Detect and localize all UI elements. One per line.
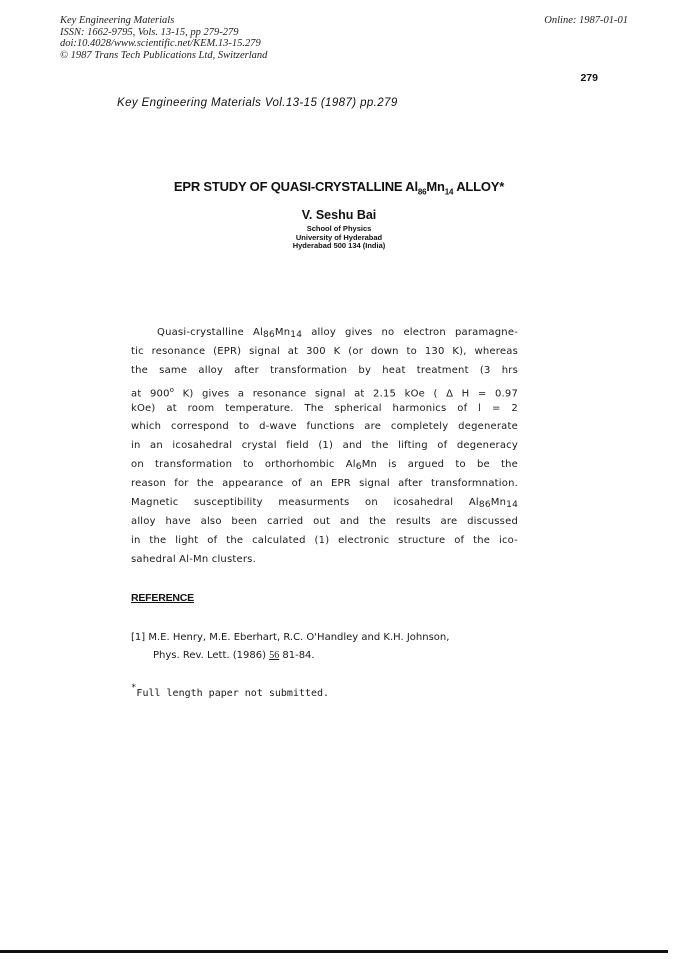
reference-authors: [1] M.E. Henry, M.E. Eberhart, R.C. O'Handley and K.H. Johnson, [131,632,450,643]
author-name: V. Seshu Bai [301,208,377,222]
abstract-line: kOe) at room temperature. The spherical harmonics of l = 2 [131,402,518,414]
abstract-line [131,456,518,475]
meta-journal: Key Engineering Materials [60,15,175,26]
meta-doi: doi:10.4028/www.scientific.net/KEM.13-15.279 [60,38,261,49]
abstract-line [131,324,518,343]
abstract-line [131,381,518,400]
abstract-line: reason for the appearance of an EPR signal after transformnation. [131,478,518,490]
title-prefix: EPR STUDY OF QUASI-CRYSTALLINE Al [173,179,418,194]
abstract-line: in the light of the calculated (1) electronic structure of the ico- [131,534,518,546]
abstract-superscript: o [169,385,175,394]
abstract-line: which correspond to d-wave functions are completely degenerate [131,421,518,433]
publication-metadata [60,15,267,61]
footnote-text: Full length paper not submitted. [136,688,330,699]
reference-item [131,629,521,665]
reference-pages: 81-84. [279,650,315,661]
abstract-subscript: 86 [478,500,491,511]
page-number: 279 [580,72,598,84]
abstract-line: in an icosahedral crystal field (1) and the lifting of degeneracy [131,440,518,452]
affiliation-school: School of Physics [306,224,372,233]
abstract-text: Mn [274,327,291,338]
bottom-rule [0,950,668,953]
reference-volume: 56 [269,650,280,661]
journal-running-head: Key Engineering Materials Vol.13-15 (1987) pp.279 [117,97,398,109]
abstract-line [131,494,518,513]
affiliation-city: Hyderabad 500 134 (India) [292,241,386,250]
meta-copyright: © 1987 Trans Tech Publications Ltd, Switzerland [60,49,268,61]
footnote-marker: * [131,683,137,693]
abstract-line: tic resonance (EPR) signal at 300 K (or down to 130 K), whereas [131,345,518,357]
reference-heading: REFERENCE [131,592,194,604]
abstract-text: Mn is argued to be the [361,459,519,471]
abstract-text: K) gives a resonance signal at 2.15 kOe ( Δ H = 0.97 [174,388,519,399]
reference-citation [131,647,521,665]
abstract-subscript: 86 [263,330,275,340]
abstract-line: sahedral Al-Mn clusters. [131,553,256,565]
abstract-text: Quasi-crystalline Al [157,327,264,338]
affiliation-university: University of Hyderabad [295,232,383,242]
meta-issn: ISSN: 1662-9795, Vols. 13-15, pp 279-279 [60,26,239,38]
online-date: Online: 1987-01-01 [544,15,628,26]
abstract [131,324,518,570]
footnote [131,683,330,699]
abstract-text: alloy gives no electron paramagne- [302,327,518,338]
abstract-subscript: 14 [290,330,303,340]
author-affiliation [0,225,678,251]
abstract-text: Magnetic susceptibility measurments on icosahedral Al [131,497,479,509]
title-sub-mn: 14 [444,187,454,197]
title-sub-al: 86 [417,187,427,197]
reference-journal: Phys. Rev. Lett. (1986) [153,650,270,661]
abstract-text: on transformation to orthorhombic Al [131,459,356,471]
abstract-text: Mn [490,497,507,509]
abstract-subscript: 6 [355,462,362,473]
paper-title [0,179,678,197]
abstract-line: the same alloy after transformation by heat treatment (3 hrs [131,364,518,376]
title-suffix: ALLOY* [453,179,505,194]
abstract-line: alloy have also been carried out and the results are discussed [131,515,518,527]
abstract-subscript: 14 [506,500,518,511]
title-mn: Mn [426,179,445,194]
abstract-text: at 900 [131,388,170,399]
